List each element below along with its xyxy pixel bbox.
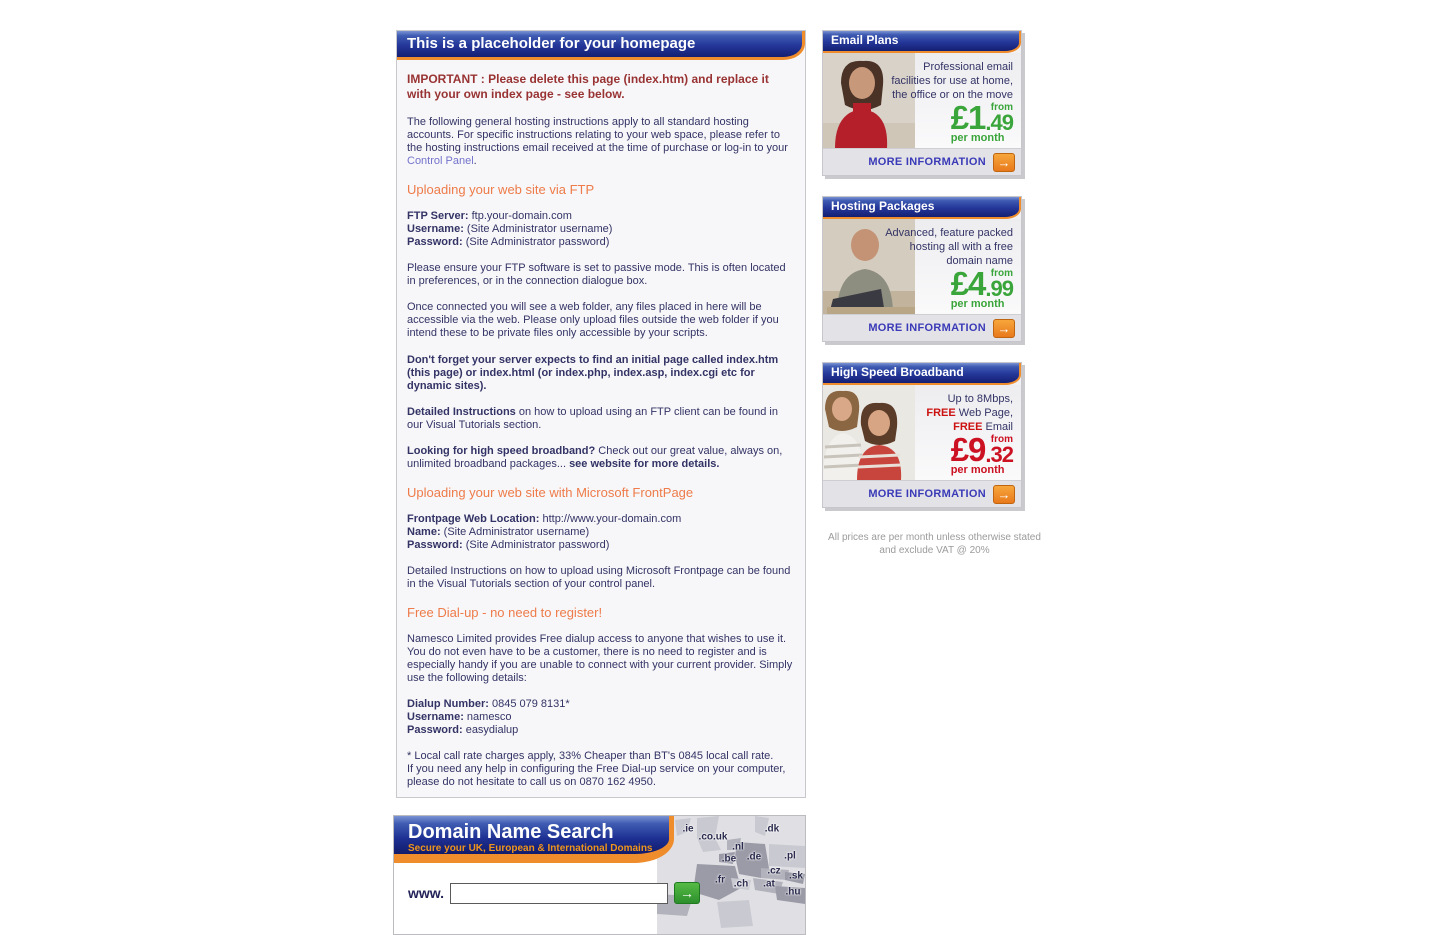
tld-label: .hu [785,886,801,898]
arrow-right-icon[interactable]: → [993,153,1015,172]
tld-label: .pl [784,850,796,862]
email-plans-body [823,53,1021,148]
dialup-section-heading: Free Dial-up - no need to register! [407,605,603,620]
dialup-number-row: Dialup Number: 0845 079 8131* [407,698,570,710]
hosting-packages-promo[interactable] [822,196,1022,342]
hosting-packages-title: Hosting Packages [823,197,1021,219]
domain-search-row [408,882,700,904]
broadband-price: £9 from .32 per month [950,431,1013,476]
vat-disclaimer: All prices are per month unless otherwise stated and exclude VAT @ 20% [828,532,1041,556]
tld-label: .dk [764,823,780,835]
ftp-credentials [407,210,795,249]
europe-map-graphic [657,816,805,935]
broadband-photo-family [823,385,915,480]
domain-search-go-button[interactable]: → [674,882,700,904]
frontpage-password-row: Password: (Site Administrator password) [407,539,610,551]
tld-label: .fr [715,874,725,886]
tld-label: .ch [733,878,749,890]
dialup-intro-paragraph: Namesco Limited provides Free dialup access to anyone that wishes to use it. You do not even have to be a customer, there is no need to register and is especially handy if you are unable to connect with your current provider. Simply use the following details: [407,633,793,684]
arrow-right-icon[interactable]: → [993,485,1015,504]
domain-search-title: Domain Name Search [408,821,614,843]
domain-search-header [394,816,674,863]
hosting-packages-price: £4 from .99 per month [950,265,1013,310]
domain-search-box [393,815,806,935]
intro-paragraph: The following general hosting instructions apply to all standard hosting accounts. For specific instructions relating to your web space, please refer to the hosting instructions email received at the time of purchase or log-in to your Control Panel. [407,116,788,167]
www-prefix-label: www. [408,885,445,901]
tld-label: .nl [732,841,744,853]
control-panel-link[interactable]: Control Panel [407,155,474,167]
important-notice: IMPORTANT : Please delete this page (index.htm) and replace it with your own index page - see below. [407,72,769,101]
detailed-instructions-paragraph: Detailed Instructions on how to upload using an FTP client can be found in our Visual Tutorials section. [407,406,778,431]
broadband-promo-paragraph: Looking for high speed broadband? Check out our great value, always on, unlimited broadband packages... see website for more details. [407,445,783,470]
broadband-title: High Speed Broadband [823,363,1021,385]
dialup-password-row: Password: easydialup [407,724,519,736]
web-folder-paragraph: Once connected you will see a web folder, any files placed in here will be accessible via the web. Please only upload files outside the web folder if you intend these to be private files only accessible by your scripts. [407,301,779,339]
frontpage-credentials [407,513,795,552]
email-plans-price: £1 from .49 per month [950,99,1013,144]
ftp-password-row: Password: (Site Administrator password) [407,236,610,248]
domain-search-input[interactable] [450,883,668,904]
tld-label: .sk [789,870,803,882]
hosting-packages-more-info[interactable]: MORE INFORMATION → [823,314,1021,341]
frontpage-section-heading: Uploading your web site with Microsoft FrontPage [407,485,694,500]
broadband-more-info[interactable]: MORE INFORMATION → [823,480,1021,507]
hosting-instructions [397,72,805,789]
ftp-section-heading: Uploading your web site via FTP [407,182,595,197]
index-page-paragraph: Don't forget your server expects to find an initial page called index.htm (this page) or index.html (or index.php, index.asp, index.cgi etc for dynamic sites). [407,354,779,392]
call-rate-paragraph: * Local call rate charges apply, 33% Cheaper than BT's 0845 local call rate. If you need any help in configuring the Free Dial-up service on your computer, please do not hesitate to call us on 0870 162 4950. [407,750,786,788]
tld-label: .de [746,851,762,863]
broadband-description: Up to 8Mbps, FREE Web Page, FREE Email [926,393,1013,433]
tld-label: .cz [767,865,781,877]
frontpage-name-row: Name: (Site Administrator username) [407,526,590,538]
frontpage-instructions-paragraph: Detailed Instructions on how to upload using Microsoft Frontpage can be found in the Visual Tutorials section of your control panel. [407,565,791,590]
domain-search-subtitle: Secure your UK, European & International Domains [408,843,653,854]
europe-tld-map [657,816,805,934]
ftp-username-row: Username: (Site Administrator username) [407,223,613,235]
email-plans-title: Email Plans [823,31,1021,53]
email-plans-description: Professional email facilities for use at home, the office or on the move [891,61,1013,101]
tld-label: .co.uk [698,831,728,843]
tld-label: .at [763,878,775,890]
placeholder-content-box [396,30,806,798]
hosting-packages-body [823,219,1021,314]
page-title: This is a placeholder for your homepage [397,31,805,60]
frontpage-location-row: Frontpage Web Location: http://www.your-domain.com [407,513,682,525]
tld-label: .be [721,853,737,865]
passive-mode-paragraph: Please ensure your FTP software is set to passive mode. This is often located in preferences, or in the connection dialogue box. [407,262,786,287]
arrow-right-icon[interactable]: → [993,319,1015,338]
ftp-server-row: FTP Server: ftp.your-domain.com [407,210,572,222]
dialup-credentials [407,698,795,737]
email-plans-promo[interactable] [822,30,1022,176]
hosting-packages-description: Advanced, feature packed hosting all with a free domain name [885,227,1013,267]
tld-label: .ie [682,823,694,835]
broadband-body [823,385,1021,480]
dialup-username-row: Username: namesco [407,711,512,723]
broadband-promo[interactable] [822,362,1022,508]
email-plans-more-info[interactable]: MORE INFORMATION → [823,148,1021,175]
